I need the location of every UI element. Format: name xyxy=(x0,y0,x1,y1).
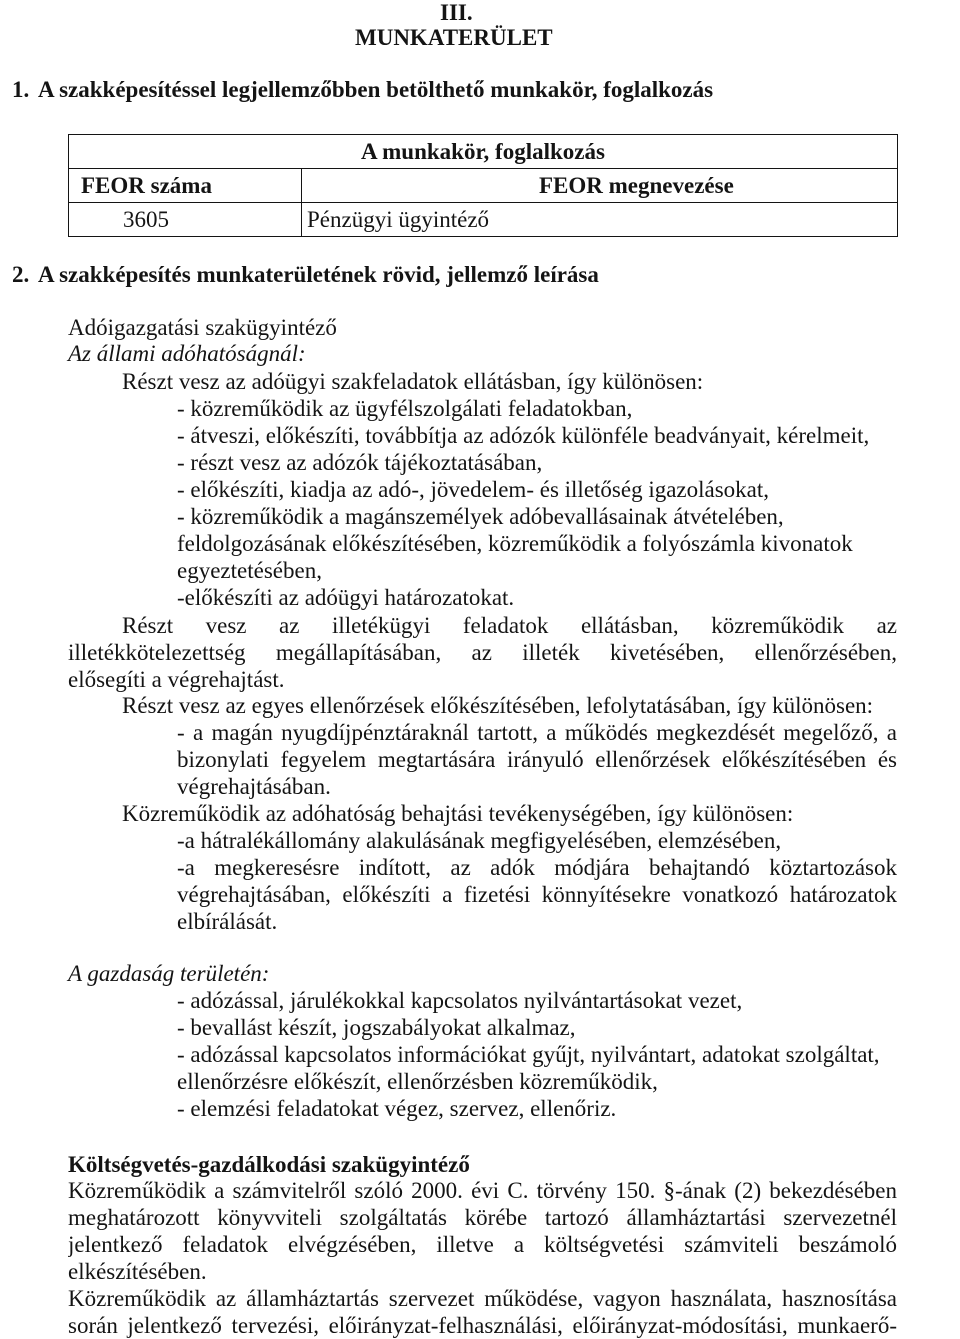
table-row xyxy=(69,203,898,237)
adoigazgatasi-line: -a hátralékállomány alakulásának megfigyelésében, elemzésében, xyxy=(177,828,782,853)
gazdasag-line: ellenőrzésre előkészít, ellenőrzésben közreműködik, xyxy=(177,1069,658,1094)
koltsegvetes-line: elkészítésében. xyxy=(68,1259,207,1284)
section-2-number: 2. xyxy=(12,262,30,287)
koltsegvetes-line: során jelentkező tervezési, előirányzat-felhasználási, előirányzat-módosítási, munkaerő- xyxy=(68,1313,897,1338)
feor-name-cell: Pénzügyi ügyintéző xyxy=(302,203,898,237)
adoigazgatasi-line: végrehajtásában. xyxy=(177,774,331,799)
section-1-heading xyxy=(12,77,713,103)
gazdasag-line: - bevallást készít, jogszabályokat alkalmaz, xyxy=(177,1015,576,1040)
adoigazgatasi-line: Részt vesz az illetékügyi feladatok ellátásban, közreműködik az xyxy=(122,613,897,638)
adoigazgatasi-line: - közreműködik a magánszemélyek adóbevallásainak átvételében, xyxy=(177,504,784,529)
adoigazgatasi-line: elbírálását. xyxy=(177,909,278,934)
adoigazgatasi-line: végrehajtásában, előkészíti a fizetési könnyítésekre vonatkozó határozatok xyxy=(177,882,897,907)
gazdasag-subheading: A gazdaság területén: xyxy=(68,961,270,986)
table-header: A munkakör, foglalkozás xyxy=(69,135,898,169)
adoigazgatasi-line: - átveszi, előkészíti, továbbítja az adózók különféle beadványait, kérelmeit, xyxy=(177,423,870,448)
section-1-number: 1. xyxy=(12,77,30,102)
adoigazgatasi-heading: Adóigazgatási szakügyintéző xyxy=(68,315,337,340)
gazdasag-line: - adózással kapcsolatos információkat gyűjt, nyilvántart, adatokat szolgáltat, xyxy=(177,1042,880,1067)
adoigazgatasi-line: - közreműködik az ügyfélszolgálati feladatokban, xyxy=(177,396,633,421)
koltsegvetes-line: jelentkező feladatok elvégzésében, illetve a költségvetési számviteli beszámoló xyxy=(68,1232,897,1257)
adoigazgatasi-line: - részt vesz az adózók tájékoztatásában, xyxy=(177,450,543,475)
adoigazgatasi-line: egyeztetésében, xyxy=(177,558,322,583)
adoigazgatasi-line: Közreműködik az adóhatóság behajtási tevékenységében, így különösen: xyxy=(122,801,794,826)
section-1-title: A szakképesítéssel legjellemzőbben betölthető munkakör, foglalkozás xyxy=(38,77,714,102)
adoigazgatasi-line: feldolgozásának előkészítésében, közreműködik a folyószámla kivonatok xyxy=(177,531,853,556)
adoigazgatasi-line: illetékkötelezettség megállapításában, az illeték kivetésében, ellenőrzésében, xyxy=(68,640,897,665)
section-2-heading xyxy=(12,262,599,288)
gazdasag-line: - adózással, járulékokkal kapcsolatos nyilvántartásokat vezet, xyxy=(177,988,743,1013)
feor-code-cell: 3605 xyxy=(69,203,302,237)
section-2-title: A szakképesítés munkaterületének rövid, jellemző leírása xyxy=(38,262,599,287)
adoigazgatasi-line: bizonylati fegyelem megtartására irányuló ellenőrzések előkészítésében és xyxy=(177,747,897,772)
adoigazgatasi-line: Részt vesz az egyes ellenőrzések előkészítésében, lefolytatásában, így különösen: xyxy=(122,693,874,718)
part-title: MUNKATERÜLET xyxy=(355,25,553,50)
gazdasag-line: - elemzési feladatokat végez, szervez, ellenőriz. xyxy=(177,1096,617,1121)
adoigazgatasi-line: - a magán nyugdíjpénztáraknál tartott, a működés megkezdését megelőző, a xyxy=(177,720,897,745)
adoigazgatasi-line: - előkészíti, kiadja az adó-, jövedelem- és illetőség igazolásokat, xyxy=(177,477,770,502)
adoigazgatasi-line: elősegíti a végrehajtást. xyxy=(68,667,285,692)
occupation-table xyxy=(68,134,898,237)
adoigazgatasi-line: -a megkeresésre indított, az adók módjára behajtandó köztartozások xyxy=(177,855,897,880)
table-column-row xyxy=(69,169,898,203)
column-feor-name: FEOR megnevezése xyxy=(302,169,898,203)
adoigazgatasi-line: Részt vesz az adóügyi szakfeladatok ellátásban, így különösen: xyxy=(122,369,704,394)
part-number: III. xyxy=(440,0,473,25)
adoigazgatasi-line: -előkészíti az adóügyi határozatokat. xyxy=(177,585,515,610)
koltsegvetes-line: Közreműködik a számvitelről szóló 2000. évi C. törvény 150. §-ának (2) bekezdésében xyxy=(68,1178,897,1203)
koltsegvetes-line: meghatározott könyvviteli szolgáltatás körébe tartozó államháztartási szervezetnél xyxy=(68,1205,897,1230)
koltsegvetes-heading: Költségvetés-gazdálkodási szakügyintéző xyxy=(68,1152,470,1177)
koltsegvetes-line: Közreműködik az államháztartás szervezet működése, vagyon használata, hasznosítása xyxy=(68,1286,897,1311)
table-header-row xyxy=(69,135,898,169)
column-feor-code: FEOR száma xyxy=(69,169,302,203)
adoigazgatasi-subheading: Az állami adóhatóságnál: xyxy=(68,341,306,366)
